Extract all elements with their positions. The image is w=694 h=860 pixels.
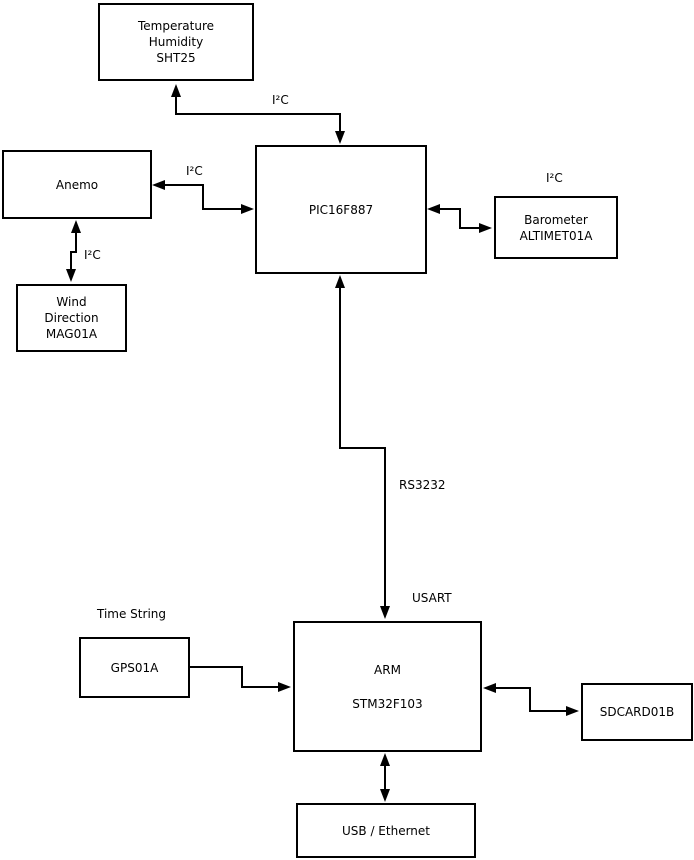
- edge-arm-sdcard: [483, 683, 579, 716]
- node-usb-line1: USB / Ethernet: [342, 823, 430, 838]
- label-i2c-sht25: I²C: [272, 93, 289, 107]
- node-sht25: [98, 3, 254, 81]
- node-wind-line3: MAG01A: [45, 327, 98, 341]
- node-gps: [79, 637, 190, 698]
- edge-sht25-pic: [171, 84, 345, 144]
- label-time-string: Time String: [97, 607, 166, 621]
- edge-gps-arm: [189, 667, 291, 692]
- node-pic16f887: [255, 145, 427, 274]
- edge-pic-arm: [335, 275, 390, 619]
- node-arm-line1: ARM: [374, 662, 401, 677]
- edge-pic-barometer: [427, 204, 492, 233]
- node-anemo: [2, 150, 152, 219]
- node-gps-line1: GPS01A: [110, 660, 159, 675]
- node-anemo-line1: Anemo: [55, 177, 99, 192]
- node-barometer-line2: ALTIMET01A: [519, 228, 593, 243]
- node-pic-line1: PIC16F887: [308, 202, 374, 217]
- label-i2c-barometer: I²C: [546, 171, 563, 185]
- node-arm-stm32: [293, 621, 482, 752]
- label-usart: USART: [412, 591, 452, 605]
- node-usb-ethernet: [296, 803, 476, 858]
- node-wind-direction: [16, 284, 127, 352]
- node-sdcard: [581, 683, 693, 741]
- node-wind-line1: Wind: [56, 295, 87, 309]
- node-arm-line2: STM32F103: [352, 696, 423, 711]
- edge-arm-usb: [380, 753, 390, 802]
- node-sht25-line3: SHT25: [156, 51, 196, 65]
- label-rs3232: RS3232: [399, 478, 446, 492]
- edge-anemo-pic: [152, 180, 254, 214]
- node-sht25-line1: Temperature: [137, 19, 214, 33]
- edge-anemo-wind: [66, 220, 81, 282]
- node-sht25-line2: Humidity: [148, 35, 204, 49]
- node-wind-line2: Direction: [44, 311, 99, 325]
- label-i2c-anemo: I²C: [186, 164, 203, 178]
- label-i2c-wind: I²C: [84, 248, 101, 262]
- node-barometer-line1: Barometer: [524, 212, 588, 227]
- node-barometer: [494, 196, 618, 259]
- node-sdcard-line1: SDCARD01B: [599, 705, 675, 719]
